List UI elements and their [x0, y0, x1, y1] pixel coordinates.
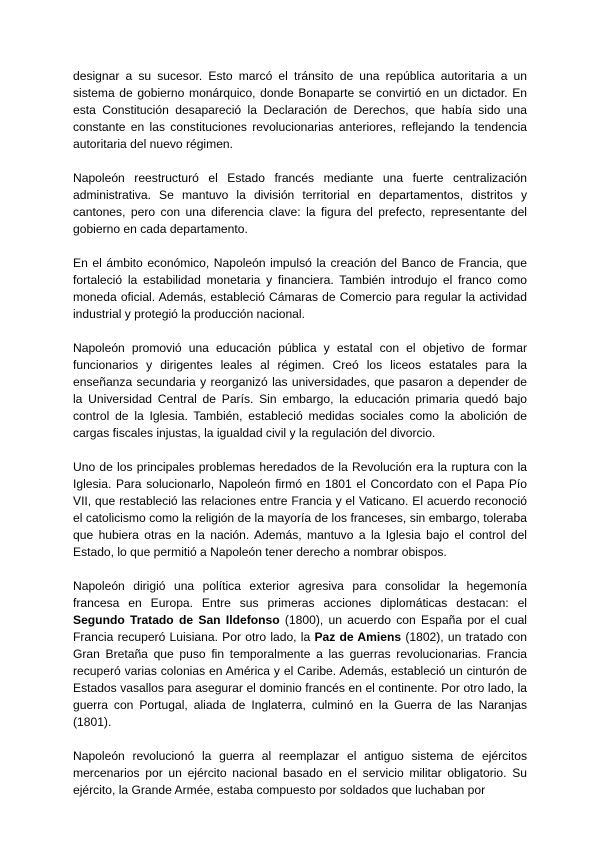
bold-term: Segundo Tratado de San Ildefonso [73, 613, 280, 627]
paragraph-education [73, 340, 527, 442]
paragraph-foreign-policy [73, 578, 527, 731]
text-run: designar a su sucesor. Esto marcó el tránsito de una república autoritaria a un sistema de gobierno monárquico, donde Bonaparte se convirtió en un dictador. En esta Constitución desapareció la Declaración de Derechos, que había sido una constante en las constituciones revolucionarias anteriores, reflejando la tendencia autoritaria del nuevo régimen. [73, 69, 527, 151]
text-run: Napoleón dirigió una política exterior agresiva para consolidar la hegemonía francesa en Europa. Entre sus primeras acciones diplomáticas destacan: el [73, 579, 527, 610]
document-page [73, 68, 527, 816]
text-run: Napoleón promovió una educación pública y estatal con el objetivo de formar funcionarios y dirigentes leales al régimen. Creó los liceos estatales para la enseñanza secundaria y reorganizó las universidades, que pasaron a depender de la Universidad Central de París. Sin embargo, la educación primaria quedó bajo control de la Iglesia. También, estableció medidas sociales como la abolición de cargas fiscales injustas, la igualdad civil y la regulación del divorcio. [73, 341, 527, 440]
text-run: Napoleón revolucionó la guerra al reemplazar el antiguo sistema de ejércitos mercenarios por un ejército nacional basado en el servicio militar obligatorio. Su ejército, la Grande Armée, estaba compuesto por soldados que luchaban por [73, 749, 527, 797]
text-run: (1802), un tratado con Gran Bretaña que puso fin temporalmente a las guerras revolucionarias. Francia recuperó varias colonias en América y el Caribe. Además, estableció un cinturón de Estados vasallos para asegurar el dominio francés en el continente. Por otro lado, la guerra con Portugal, aliada de Inglaterra, culminó en la Guerra de las Naranjas (1801). [73, 630, 527, 729]
text-run: Napoleón reestructuró el Estado francés mediante una fuerte centralización administrativa. Se mantuvo la división territorial en departamentos, distritos y cantones, pero con una diferencia clave: la figura del prefecto, representante del gobierno en cada departamento. [73, 171, 527, 236]
paragraph-administration [73, 170, 527, 238]
paragraph-army [73, 748, 527, 799]
text-run: (1800), un acuerdo con España por el cual Francia recuperó Luisiana. Por otro lado, la [73, 613, 527, 644]
paragraph-economy [73, 255, 527, 323]
paragraph-church [73, 459, 527, 561]
text-run: En el ámbito económico, Napoleón impulsó la creación del Banco de Francia, que fortaleció la estabilidad monetaria y financiera. También introdujo el franco como moneda oficial. Además, estableció Cámaras de Comercio para regular la actividad industrial y protegió la producción nacional. [73, 256, 527, 321]
paragraph-constitution [73, 68, 527, 153]
text-run: Uno de los principales problemas heredados de la Revolución era la ruptura con la Iglesia. Para solucionarlo, Napoleón firmó en 1801 el Concordato con el Papa Pío VII, que restableció las relaciones entre Francia y el Vaticano. El acuerdo reconoció el catolicismo como la religión de la mayoría de los franceses, sin embargo, toleraba que hubiera otras en la nación. Además, mantuvo a la Iglesia bajo el control del Estado, lo que permitió a Napoleón tener derecho a nombrar obispos. [73, 460, 527, 559]
bold-term: Paz de Amiens [314, 630, 402, 644]
